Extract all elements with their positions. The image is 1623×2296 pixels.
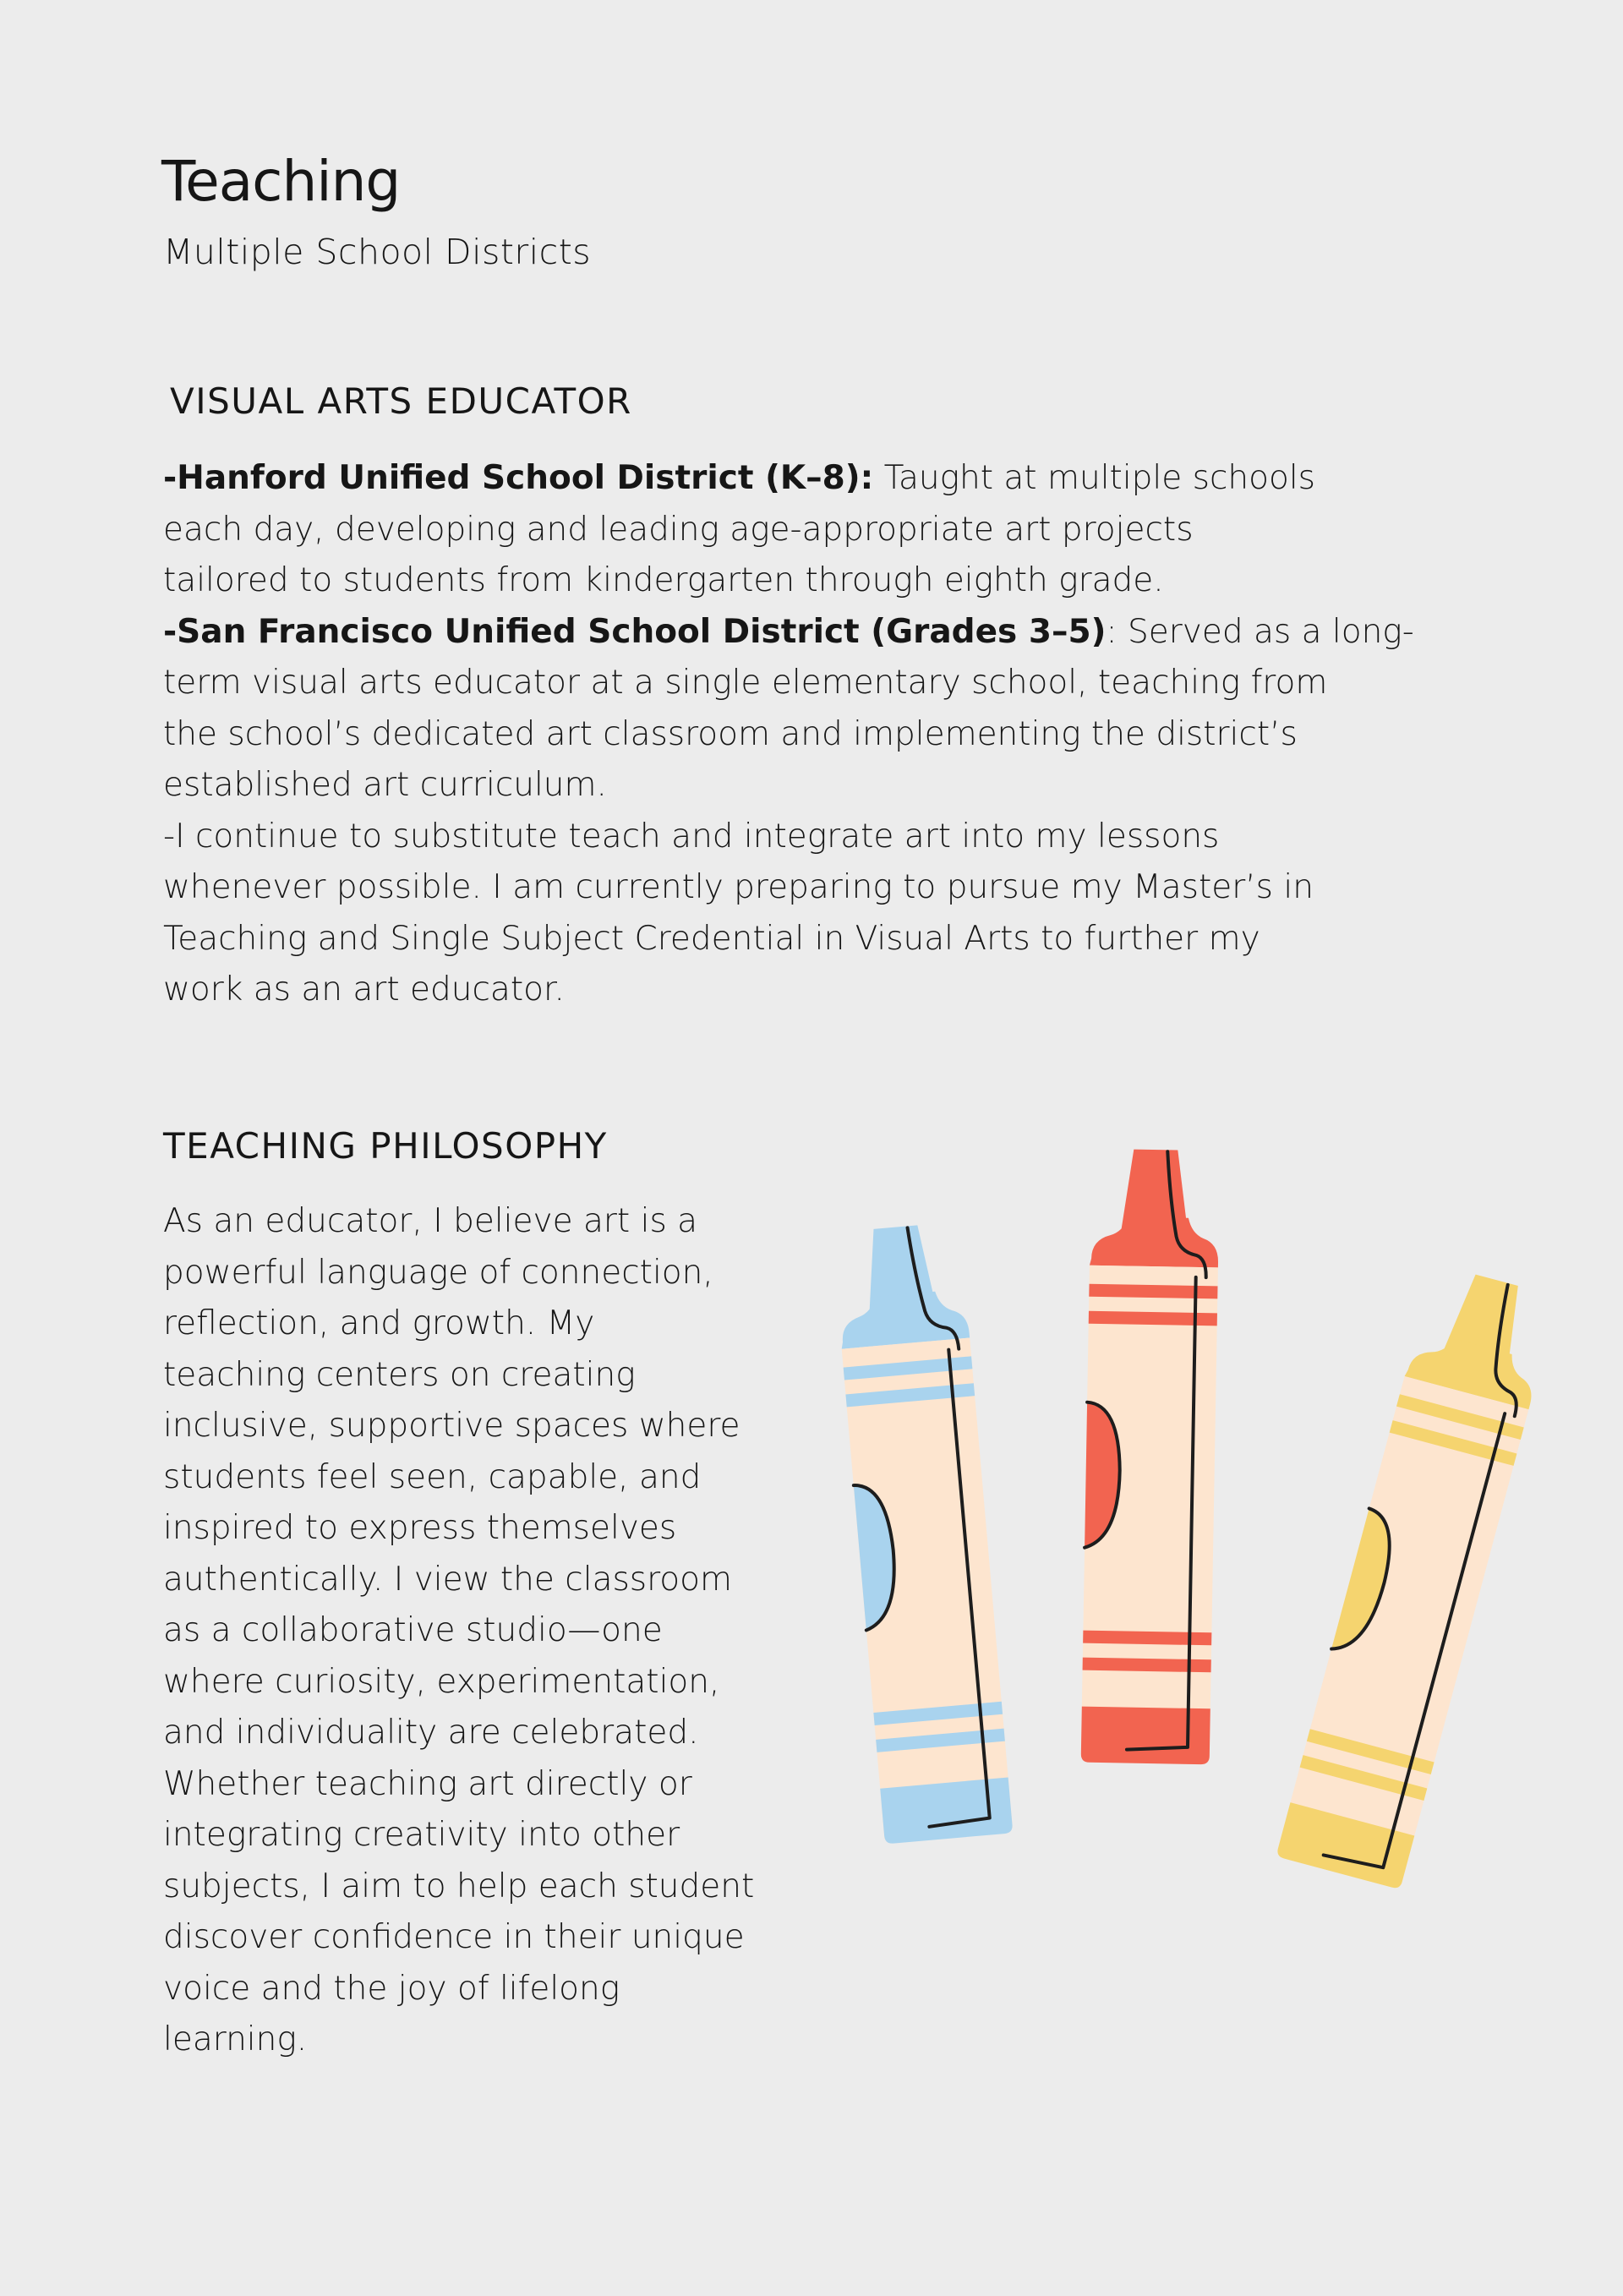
text-line: established art curriculum.	[163, 766, 607, 804]
text-line: integrating creativity into other	[163, 1816, 680, 1854]
text-line: powerful language of connection,	[163, 1253, 713, 1292]
text-line: where curiosity, experimentation,	[163, 1662, 720, 1701]
section-heading-visual-arts-educator: VISUAL ARTS EDUCATOR	[170, 380, 632, 422]
blue-crayon	[832, 1222, 1014, 1844]
text-line: Teaching and Single Subject Credential in Visual Arts to further my	[163, 919, 1260, 958]
text-line	[163, 453, 1321, 505]
text-line: as a collaborative studio—one	[163, 1611, 663, 1649]
text-line: authentically. I view the classroom	[163, 1560, 732, 1599]
text-line: subjects, I aim to help each student	[163, 1867, 755, 1905]
district-text: Taught at multiple schools	[873, 459, 1315, 497]
experience-description	[163, 453, 1414, 1016]
text-line: Whether teaching art directly or	[163, 1764, 692, 1803]
district-text: : Served as a long-	[1106, 612, 1414, 651]
text-line: work as an art educator.	[163, 970, 565, 1009]
district-label-san-francisco: -San Francisco Unified School District (Grades 3–5)	[163, 612, 1107, 651]
yellow-crayon	[1276, 1264, 1555, 1890]
page-subtitle: Multiple School Districts	[163, 232, 592, 272]
text-line: the school’s dedicated art classroom and implementing the district’s	[163, 714, 1298, 753]
text-line: term visual arts educator at a single elementary school, teaching from	[163, 664, 1328, 702]
text-line: whenever possible. I am currently preparing to pursue my Master’s in	[163, 868, 1314, 906]
crayon-body	[1081, 1149, 1221, 1765]
text-line: inspired to express themselves	[163, 1509, 677, 1547]
text-line: voice and the joy of lifelong	[163, 1969, 620, 2008]
text-line: -I continue to substitute teach and integrate art into my lessons	[163, 817, 1220, 856]
red-crayon	[1081, 1149, 1221, 1765]
crayons-illustration	[795, 1116, 1555, 2012]
text-line: tailored to students from kindergarten through eighth grade.	[163, 561, 1164, 599]
philosophy-text	[163, 1196, 772, 2066]
crayon-body	[1276, 1264, 1555, 1890]
text-line: As an educator, I believe art is a	[163, 1202, 698, 1240]
text-line: inclusive, supportive spaces where	[163, 1407, 740, 1445]
text-line: students feel seen, capable, and	[163, 1457, 702, 1496]
text-line: reflection, and growth. My	[163, 1304, 595, 1342]
text-line: discover confidence in their unique	[163, 1918, 745, 1956]
district-label-hanford: -Hanford Unified School District (K–8):	[163, 459, 874, 497]
text-line: learning.	[163, 2020, 308, 2058]
text-line	[163, 607, 1414, 659]
text-line: and individuality are celebrated.	[163, 1714, 699, 1752]
crayon-body	[832, 1222, 1014, 1844]
page-title: Teaching	[161, 149, 401, 214]
section-heading-teaching-philosophy: TEACHING PHILOSOPHY	[163, 1125, 608, 1167]
text-line: teaching centers on creating	[163, 1355, 636, 1394]
text-line: each day, developing and leading age-appropriate art projects	[163, 510, 1194, 549]
